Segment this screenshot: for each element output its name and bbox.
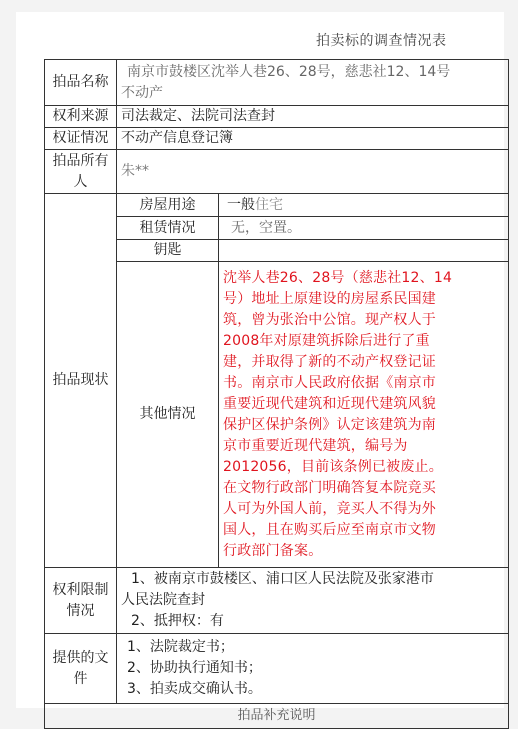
status-label: 拍品现状 bbox=[45, 194, 117, 568]
other-line: 2008年对原建筑拆除后进行了重 bbox=[223, 332, 430, 349]
row-rights-source bbox=[45, 106, 509, 128]
document-page bbox=[16, 12, 504, 723]
lot-name-label: 拍品名称 bbox=[45, 60, 117, 106]
lease-label: 租赁情况 bbox=[117, 217, 219, 240]
row-restrictions bbox=[45, 568, 509, 634]
other-line: 沈举人巷26、28号（慈悲社12、14 bbox=[223, 269, 453, 286]
restrictions-label bbox=[45, 568, 117, 634]
documents-line: 1、法院裁定书； bbox=[127, 639, 234, 655]
documents-label-line-2: 件 bbox=[73, 670, 88, 687]
lot-name-value bbox=[117, 60, 509, 106]
other-line: 建，并取得了新的不动产权登记证 bbox=[223, 353, 436, 370]
title-certificate-label: 权证情况 bbox=[45, 128, 117, 150]
usage-label: 房屋用途 bbox=[117, 194, 219, 217]
other-line: 书。南京市人民政府依据《南京市 bbox=[223, 374, 436, 391]
lot-name-line-1: 南京市鼓楼区沈举人巷26、28号，慈悲社12、14号 bbox=[127, 63, 451, 80]
row-documents bbox=[45, 634, 509, 704]
documents-label-line-1: 提供的文 bbox=[52, 649, 109, 666]
restrictions-label-line-1: 权利限制 bbox=[52, 581, 109, 598]
other-line: 筑，曾为张治中公馆。现产权人于 bbox=[223, 311, 436, 328]
row-lot-name bbox=[45, 60, 509, 106]
other-line: 保护区保护条例》认定该建筑为南 bbox=[223, 416, 436, 433]
documents-value bbox=[117, 634, 509, 704]
row-owner bbox=[45, 150, 509, 194]
usage-value-prefix: 一般 bbox=[227, 196, 255, 213]
restrictions-label-line-2: 情况 bbox=[66, 602, 95, 619]
usage-value bbox=[219, 194, 509, 217]
other-line: 京市重要近现代建筑，编号为 bbox=[223, 437, 408, 454]
other-label: 其他情况 bbox=[117, 262, 219, 568]
survey-table bbox=[44, 59, 509, 729]
document-title: 拍卖标的调查情况表 bbox=[316, 33, 447, 49]
other-line: 行政部门备案。 bbox=[223, 542, 323, 559]
other-value bbox=[219, 262, 509, 568]
owner-label-line-1: 拍品所有 bbox=[52, 152, 109, 169]
cut-off-row-text: 拍品补充说明 bbox=[45, 704, 509, 729]
other-line: 国人，且在购买后应至南京市文物 bbox=[223, 521, 436, 538]
restrictions-line: 1、被南京市鼓楼区、浦口区人民法院及张家港市 bbox=[131, 571, 434, 587]
rights-source-label: 权利来源 bbox=[45, 106, 117, 128]
lease-value: 无，空置。 bbox=[219, 217, 509, 240]
owner-value: 朱** bbox=[117, 150, 509, 194]
documents-line: 2、协助执行通知书； bbox=[127, 660, 262, 676]
documents-line: 3、拍卖成交确认书。 bbox=[127, 681, 262, 697]
row-title-certificate bbox=[45, 128, 509, 150]
other-line: 人可为外国人前，竞买人不得为外 bbox=[223, 500, 436, 517]
usage-value-suffix: 住宅 bbox=[255, 196, 283, 213]
owner-label bbox=[45, 150, 117, 194]
row-usage bbox=[45, 194, 509, 217]
restrictions-value bbox=[117, 568, 509, 634]
rights-source-value: 司法裁定、法院司法查封 bbox=[117, 106, 509, 128]
other-line: 号）地址上原建设的房屋系民国建 bbox=[223, 290, 436, 307]
title-certificate-value: 不动产信息登记簿 bbox=[117, 128, 509, 150]
other-line: 重要近现代建筑和近现代建筑风貌 bbox=[223, 395, 436, 412]
documents-label bbox=[45, 634, 117, 704]
row-cut-off bbox=[45, 704, 509, 729]
owner-label-line-2: 人 bbox=[73, 173, 88, 190]
key-label: 钥匙 bbox=[117, 240, 219, 262]
lot-name-line-2: 不动产 bbox=[121, 84, 163, 101]
other-line: 2012056，目前该条例已被废止。 bbox=[223, 458, 443, 475]
key-value bbox=[219, 240, 509, 262]
other-line: 在文物行政部门明确答复本院竞买 bbox=[223, 479, 436, 496]
restrictions-line: 2、抵押权：有 bbox=[131, 613, 224, 629]
restrictions-line: 人民法院查封 bbox=[121, 592, 205, 608]
